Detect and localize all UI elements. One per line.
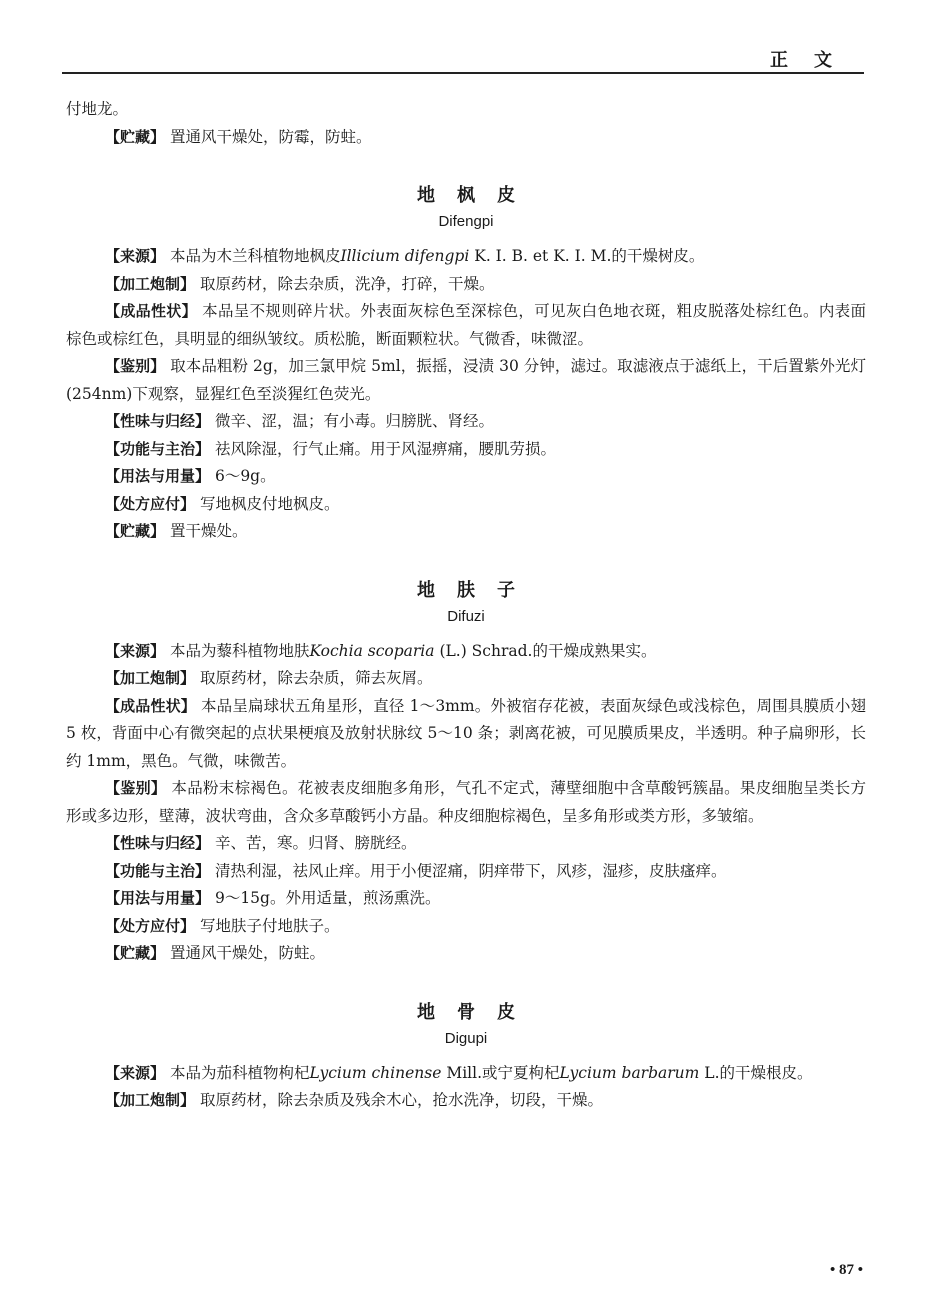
entry-text: 取原药材，除去杂质及残余木心，抢水洗净，切段，干燥。 <box>199 1091 603 1109</box>
entry <box>66 491 866 519</box>
entry <box>66 940 866 968</box>
entry-text: 置干燥处。 <box>169 522 248 540</box>
entry-text: 本品呈不规则碎片状。外表面灰棕色至深棕色，可见灰白色地衣斑，粗皮脱落处棕红色。内表面棕色或棕红色，具明显的细纵皱纹。质松脆，断面颗粒状。气微香，味微涩。 <box>66 302 866 348</box>
entry <box>66 665 866 693</box>
entry <box>66 693 866 776</box>
latin-name: Kochia scoparia <box>309 641 435 660</box>
entry-text: 置通风干燥处，防霉，防蛀。 <box>169 127 372 146</box>
entry-text: Mill.或宁夏枸杞 <box>446 1063 560 1082</box>
entry-label: 【来源】 <box>105 247 166 265</box>
entry-text: 写地枫皮付地枫皮。 <box>199 494 340 513</box>
entry <box>66 271 866 299</box>
entry-label: 【加工炮制】 <box>105 1091 196 1109</box>
entry-label: 【用法与用量】 <box>105 467 211 485</box>
herb-pinyin: Difuzi <box>447 607 485 625</box>
entry-text: 祛风除湿，行气止痛。用于风湿痹痛，腰肌劳损。 <box>214 439 556 458</box>
entry-label: 【贮藏】 <box>105 522 166 540</box>
entry-text: 取本品粗粉 2g，加三氯甲烷 5ml，振摇，浸渍 30 分钟，滤过。取滤液点于滤纸上，干后置紫外光灯(254nm)下观察，显猩红色至淡猩红色荧光。 <box>66 357 866 403</box>
entry-label: 【成品性状】 <box>105 696 196 715</box>
entry-label: 【功能与主治】 <box>105 861 211 880</box>
entry-source <box>66 638 866 666</box>
entry-text: 9～15g。外用适量，煎汤熏洗。 <box>214 889 441 907</box>
entry <box>66 1087 866 1115</box>
entry-label: 【功能与主治】 <box>105 439 211 458</box>
herb-title: 地骨皮 <box>417 1001 537 1023</box>
section-difengpi <box>66 181 866 546</box>
header-rule <box>62 72 864 74</box>
herb-title: 地枫皮 <box>417 185 537 206</box>
entry <box>66 885 866 913</box>
page-content <box>66 96 866 1115</box>
entry <box>66 408 866 436</box>
entry-label: 【来源】 <box>105 1063 166 1082</box>
entry-label: 【加工炮制】 <box>105 274 196 293</box>
entry <box>66 913 866 941</box>
entry-text: 取原药材，除去杂质，洗净，打碎，干燥。 <box>199 274 495 293</box>
entry-label: 【贮藏】 <box>105 944 166 962</box>
entry-text: 6～9g。 <box>214 467 276 485</box>
entry-text: 本品为木兰科植物地枫皮 <box>169 247 341 265</box>
entry-text: 辛、苦，寒。归肾、膀胱经。 <box>214 834 417 852</box>
entry-label: 【处方应付】 <box>105 916 196 935</box>
entry <box>66 436 866 464</box>
entry <box>66 830 866 858</box>
entry-source <box>66 243 866 271</box>
entry <box>66 858 866 886</box>
entry <box>66 463 866 491</box>
latin-name: Lycium barbarum <box>559 1063 700 1082</box>
entry-text: 取原药材，除去杂质，筛去灰屑。 <box>199 669 433 687</box>
entry-label: 【处方应付】 <box>105 494 196 513</box>
entry-text: K. I. B. et K. I. M.的干燥树皮。 <box>474 247 705 265</box>
continuation-line: 付地龙。 <box>66 100 129 118</box>
entry-text: 本品粉末棕褐色。花被表皮细胞多角形，气孔不定式，薄壁细胞中含草酸钙簇晶。果皮细胞呈类长方形或多边形，壁薄，波状弯曲，含众多草酸钙小方晶。种皮细胞棕褐色，呈多角形或类方形，多皱缩。 <box>66 779 866 825</box>
entry-label: 【贮藏】 <box>105 127 166 146</box>
entry <box>66 518 866 546</box>
intro-storage <box>66 124 866 152</box>
latin-name: Illicium difengpi <box>340 247 470 265</box>
entry-label: 【鉴别】 <box>105 779 167 797</box>
herb-pinyin: Difengpi <box>438 213 494 230</box>
entry-text: L.的干燥根皮。 <box>704 1063 813 1082</box>
section-difuzi <box>66 576 866 968</box>
entry-label: 【用法与用量】 <box>105 889 211 907</box>
entry-label: 【加工炮制】 <box>105 669 196 687</box>
entry <box>66 353 866 408</box>
entry-label: 【成品性状】 <box>105 302 197 320</box>
entry <box>66 775 866 830</box>
entry-text: 写地肤子付地肤子。 <box>199 916 340 935</box>
entry-label: 【来源】 <box>105 641 166 660</box>
latin-name: Lycium chinense <box>309 1063 442 1082</box>
entry-text: 清热利湿，祛风止痒。用于小便涩痛，阴痒带下，风疹，湿疹，皮肤瘙痒。 <box>214 861 727 880</box>
entry-label: 【性味与归经】 <box>105 834 211 852</box>
entry-text: 本品呈扁球状五角星形，直径 1～3mm。外被宿存花被，表面灰绿色或浅棕色，周围具膜质小翅 5 枚，背面中心有微突起的点状果梗痕及放射状脉纹 5～10 条；剥离花被，可见膜质果皮，半透明。种子扁卵形，长约 1mm，黑色。气微，味微苦。 <box>66 696 866 770</box>
herb-title: 地肤子 <box>417 579 537 601</box>
entry-label: 【性味与归经】 <box>105 412 211 430</box>
entry <box>66 298 866 353</box>
herb-pinyin: Digupi <box>444 1029 488 1047</box>
page-number: • 87 • <box>829 1262 863 1278</box>
entry-text: 微辛、涩，温；有小毒。归膀胱、肾经。 <box>214 412 494 430</box>
entry-text: (L.) Schrad.的干燥成熟果实。 <box>439 641 657 660</box>
entry-label: 【鉴别】 <box>105 357 166 375</box>
entry-text: 置通风干燥处，防蛀。 <box>169 944 325 962</box>
entry-source <box>66 1060 866 1088</box>
entry-text: 本品为茄科植物枸杞 <box>169 1063 310 1082</box>
running-header <box>62 44 864 74</box>
header-title: 正文 <box>770 50 858 71</box>
section-digupi <box>66 998 866 1115</box>
entry-text: 本品为藜科植物地肤 <box>169 641 310 660</box>
